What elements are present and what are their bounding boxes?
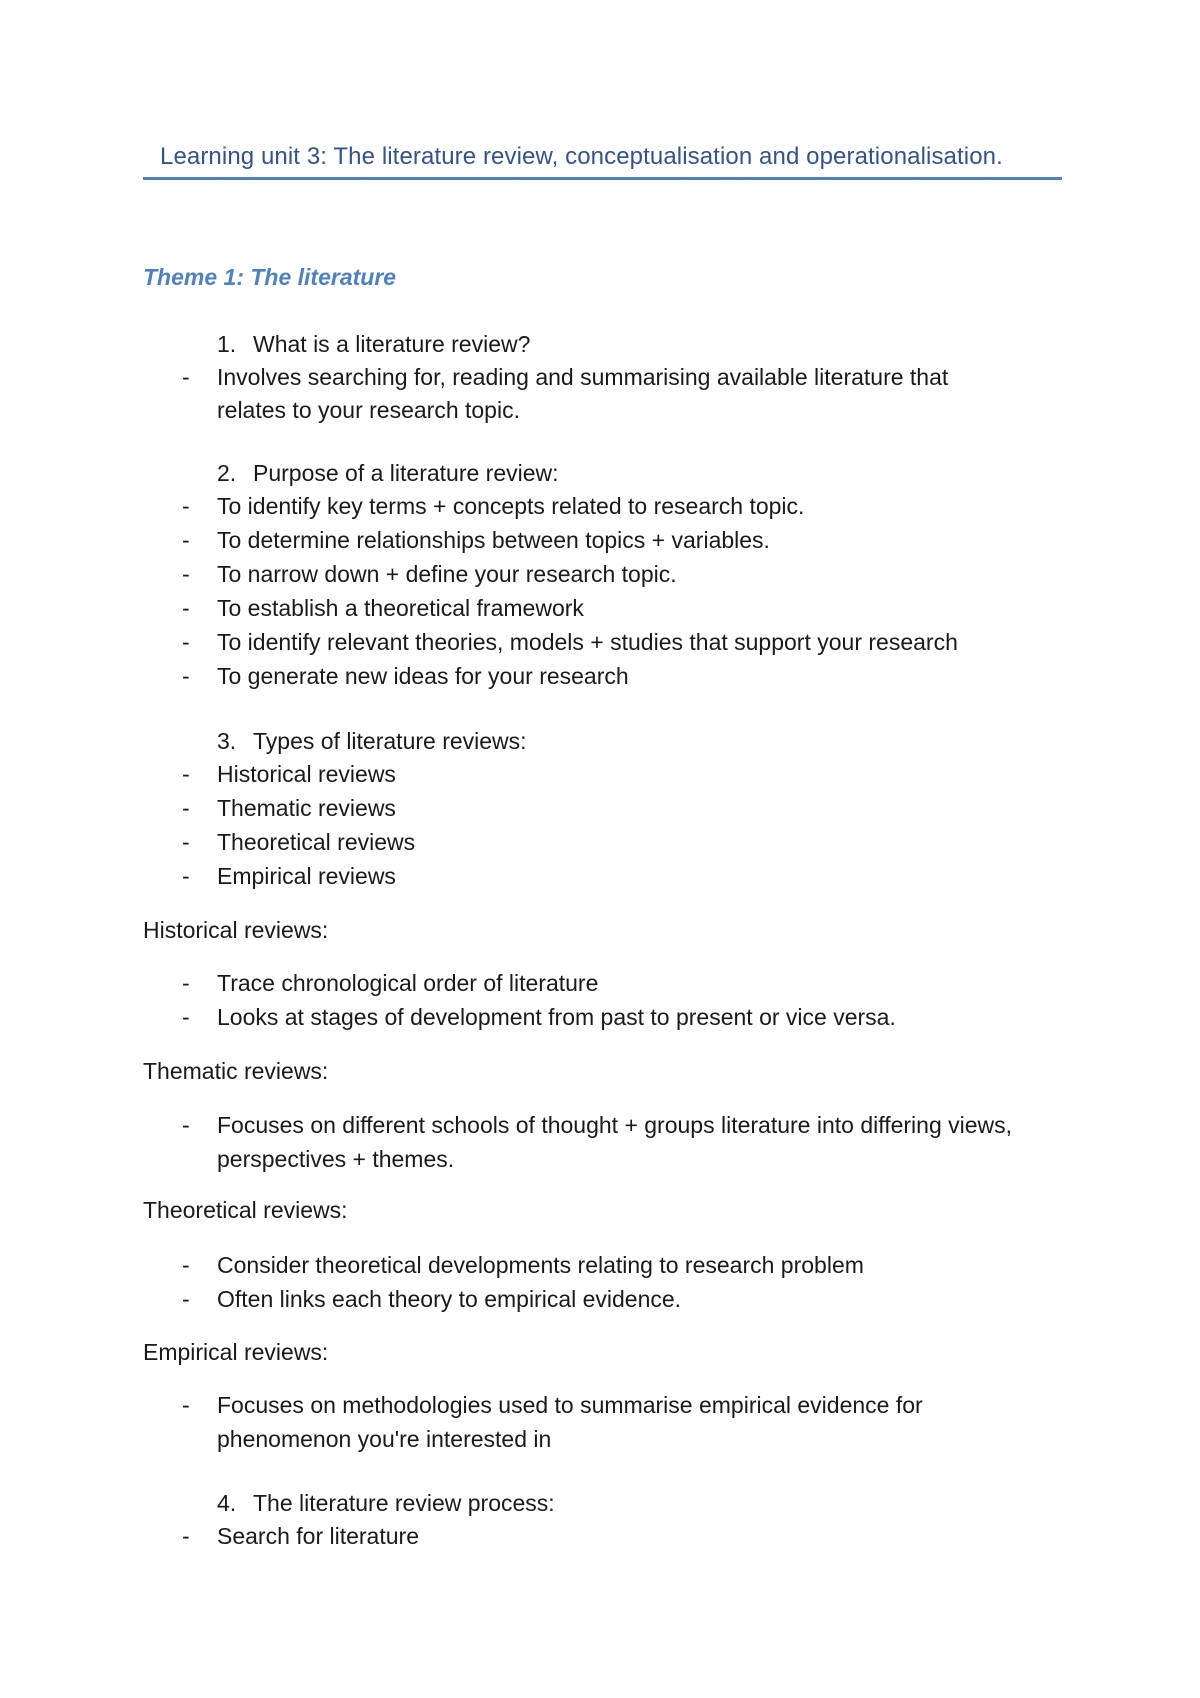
list-item: Search for literature xyxy=(217,1523,419,1549)
bullet-dash: - xyxy=(182,1004,190,1030)
section-heading: Thematic reviews: xyxy=(143,1058,329,1084)
bullet-dash: - xyxy=(182,1392,190,1418)
bullet-dash: - xyxy=(182,364,190,390)
question-heading: Purpose of a literature review: xyxy=(253,460,559,486)
list-item: Thematic reviews xyxy=(217,795,396,821)
bullet-dash: - xyxy=(182,829,190,855)
list-item: To identify relevant theories, models + studies that support your research xyxy=(217,629,958,655)
bullet-dash: - xyxy=(182,1523,190,1549)
bullet-dash: - xyxy=(182,595,190,621)
question-heading: What is a literature review? xyxy=(253,331,531,357)
list-item: Empirical reviews xyxy=(217,863,396,889)
list-item: Consider theoretical developments relating to research problem xyxy=(217,1252,864,1278)
list-item: Trace chronological order of literature xyxy=(217,970,599,996)
question-heading: Types of literature reviews: xyxy=(253,728,527,754)
list-item-continuation: relates to your research topic. xyxy=(217,397,520,423)
bullet-dash: - xyxy=(182,561,190,587)
bullet-dash: - xyxy=(182,493,190,519)
bullet-dash: - xyxy=(182,1286,190,1312)
question-heading: The literature review process: xyxy=(253,1490,555,1516)
bullet-dash: - xyxy=(182,663,190,689)
list-item: Historical reviews xyxy=(217,761,396,787)
list-item: Often links each theory to empirical evidence. xyxy=(217,1286,682,1312)
bullet-dash: - xyxy=(182,863,190,889)
list-item: Focuses on different schools of thought + groups literature into differing views, xyxy=(217,1112,1013,1138)
bullet-dash: - xyxy=(182,795,190,821)
bullet-dash: - xyxy=(182,527,190,553)
list-item-continuation: phenomenon you're interested in xyxy=(217,1426,552,1452)
bullet-dash: - xyxy=(182,761,190,787)
list-item: To determine relationships between topics + variables. xyxy=(217,527,770,553)
list-item: To identify key terms + concepts related to research topic. xyxy=(217,493,805,519)
list-number: 1. xyxy=(217,331,237,357)
list-item: To narrow down + define your research topic. xyxy=(217,561,677,587)
list-item: To establish a theoretical framework xyxy=(217,595,584,621)
section-heading: Empirical reviews: xyxy=(143,1339,329,1365)
list-item: Theoretical reviews xyxy=(217,829,416,855)
bullet-dash: - xyxy=(182,1112,190,1138)
title-underline xyxy=(143,177,1062,180)
page-title: Learning unit 3: The literature review, conceptualisation and operationalisation. xyxy=(160,143,1003,170)
list-item: Focuses on methodologies used to summarise empirical evidence for xyxy=(217,1392,923,1418)
list-item: Involves searching for, reading and summarising available literature that xyxy=(217,364,949,390)
section-heading: Historical reviews: xyxy=(143,917,329,943)
list-number: 2. xyxy=(217,460,237,486)
list-item-continuation: perspectives + themes. xyxy=(217,1146,455,1172)
list-item: Looks at stages of development from past to present or vice versa. xyxy=(217,1004,896,1030)
section-heading: Theoretical reviews: xyxy=(143,1197,348,1223)
list-number: 3. xyxy=(217,728,237,754)
bullet-dash: - xyxy=(182,1252,190,1278)
list-number: 4. xyxy=(217,1490,237,1516)
theme-heading: Theme 1: The literature xyxy=(143,264,397,290)
bullet-dash: - xyxy=(182,629,190,655)
list-item: To generate new ideas for your research xyxy=(217,663,629,689)
bullet-dash: - xyxy=(182,970,190,996)
